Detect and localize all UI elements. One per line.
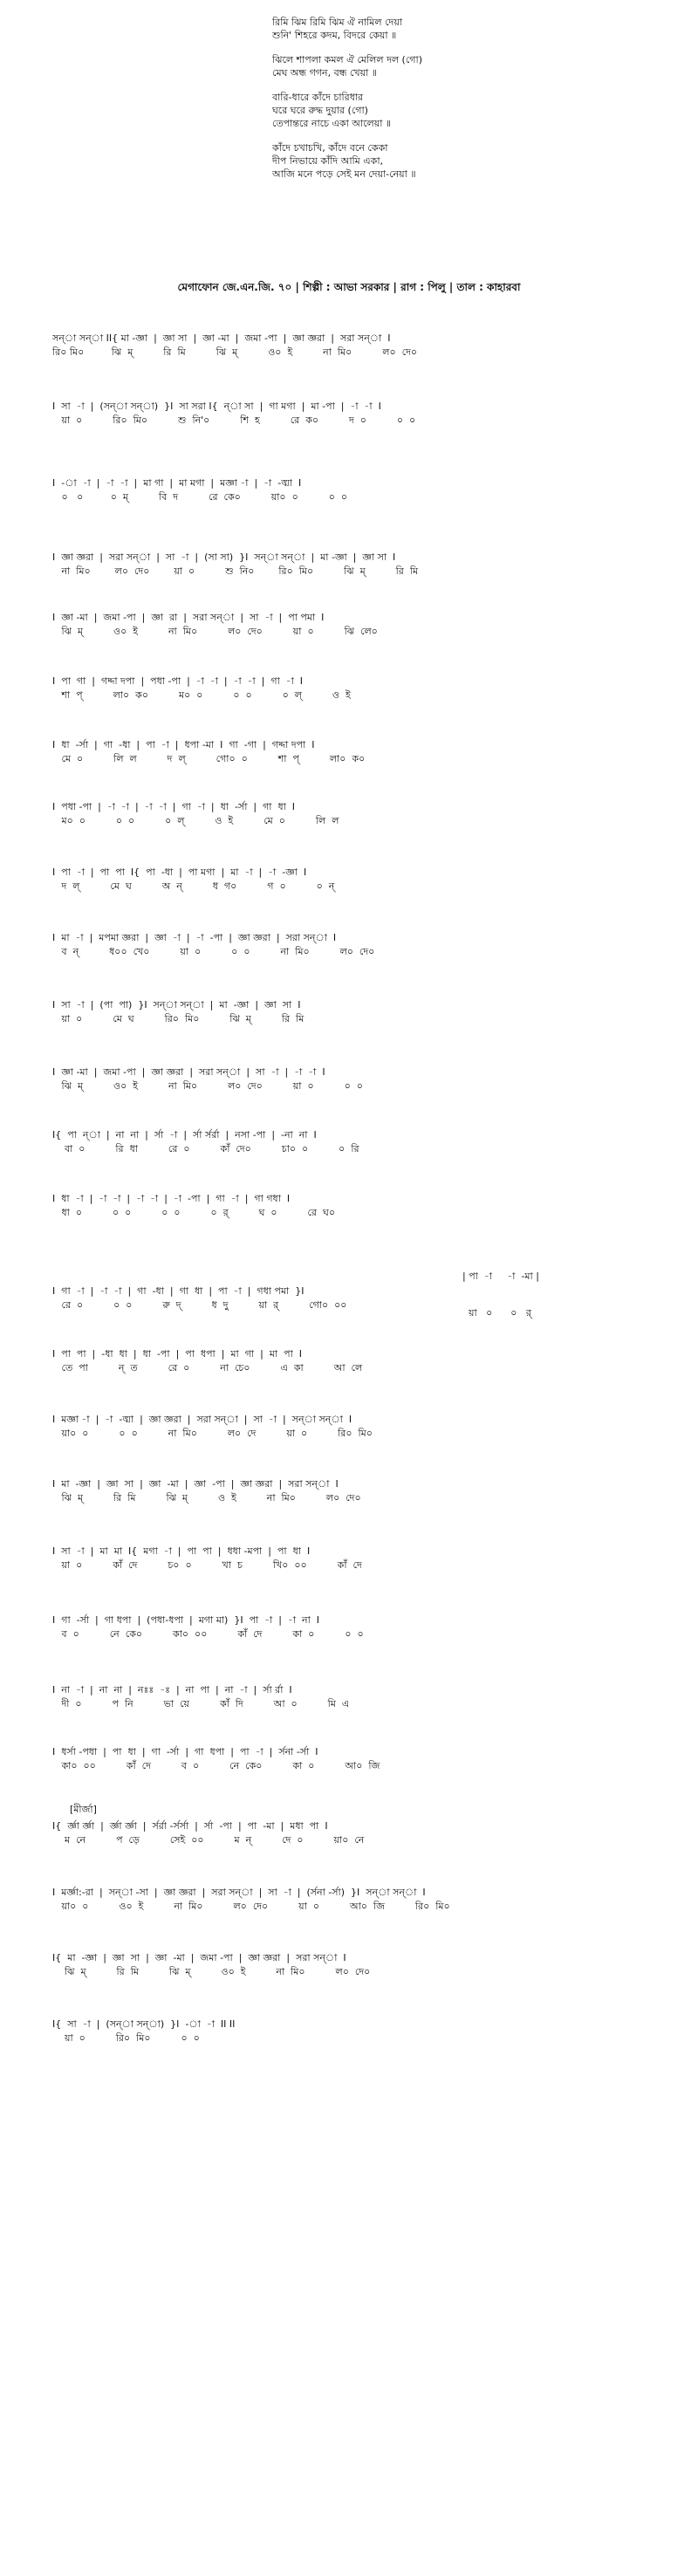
lyrics-stanza-4 [272, 141, 422, 181]
swara-row: I পা গা | গদ্দা দপা | পধা -পা | -া -া | -া -া | গা -া I [52, 675, 304, 687]
notation-block [52, 1683, 663, 1711]
notation-block [52, 866, 663, 894]
notation-block [52, 1819, 663, 1847]
notation-block [52, 1613, 663, 1641]
notation-block [52, 1065, 663, 1093]
notation-block [52, 1128, 663, 1156]
notation-block [52, 675, 663, 702]
lyric-syllable-row: দী ০ প নি ভা য়ে কাঁ দি আ ০ মি এ [52, 1698, 350, 1709]
lyric-syllable-row: মে ০ লি ল দ ল্ গো০ ০ শা প্ লা০ ক০ [52, 753, 366, 764]
swara-row: I জ্ঞা জ্ঞরা | সরা সন্া | সা -া | (সা সা) }I সন্া সন্া | মা -জ্ঞা | জ্ঞা সা I [52, 552, 396, 563]
prelude-syllables: য়া ০ ০ র্ [462, 1307, 531, 1319]
lyric-line: বারি-ধারে কাঁদে চারিধার [272, 92, 364, 103]
swara-row: সন্া সন্া II{ মা -জ্ঞা | জ্ঞা সা | জ্ঞা -মা | জমা -পা | জ্ঞা জ্ঞরা | সরা সন্া I [52, 332, 391, 344]
swara-row: I পা পা | -ধা ধা | ধা -পা | পা ধপা | মা গা | মা পা I [52, 1348, 303, 1360]
lyric-line: তেপান্তরে নাচে একা আলেয়া ॥ [272, 118, 392, 129]
lyric-syllable-row: য়া ০ রি০ মি০ ০ ০ [52, 2032, 200, 2044]
swara-row: I পা -া | পা পা I{ পা -ধা | পা মগা | মা -া | -া -জ্ঞা I [52, 867, 307, 878]
song-info-line: মেগাফোন জে.এন.জি. ৭০ | শিল্পী : আভা সরকার | রাগ : পিলু | তাল : কাহারবা [177, 281, 521, 293]
lyric-line: ঝিলে শাপলা কমল ঐ মেলিল দল (গো) [272, 54, 422, 65]
lyric-syllable-row: য়া ০ কাঁ দে চ০ ০ খা চ খি০ ০০ কাঁ দে [52, 1559, 362, 1571]
lyric-syllable-row: রি০ মি০ ঝি ম্ রি মি ঝি ম্ ও০ ই না মি০ ল০ দে০ [52, 346, 417, 358]
lyric-syllable-row: ধা ০ ০ ০ ০ ০ ০ র্ ঘ ০ রে ঘ০ [52, 1207, 336, 1218]
lyric-syllable-row: য়া০ ০ ০ ০ না মি০ ল০ দে য়া ০ রি০ মি০ [52, 1428, 373, 1439]
notation-block [52, 1545, 663, 1572]
swara-row: I মজ্ঞা -া | -া -ঙ্মা | জ্ঞা জ্ঞরা | সরা সন্া | সা -া | সন্া সন্া I [52, 1414, 352, 1425]
prelude-swara: | পা -া -া -মা | [462, 1271, 539, 1282]
lyric-syllable-row: তে পা ন্ ত রে ০ না চে০ এ কা আ লে [52, 1362, 363, 1374]
notation-block [52, 1192, 663, 1220]
swara-row: I{ র্জ্ঞা র্জ্ঞা | র্জ্ঞা র্জ্ঞা | র্সর্রা -র্সর্সা | র্সা -পা | পা -মা | মধা পা I [52, 1820, 328, 1832]
notation-block [52, 998, 663, 1026]
lyric-syllable-row: শা প্ লা০ ক০ ম০ ০ ০ ০ ০ ল্ ও ই [52, 689, 351, 701]
notation-block [52, 1413, 663, 1441]
lyric-syllable-row: ০ ০ ০ ম্ বি দ রে কে০ য়া০ ০ ০ ০ [52, 491, 347, 503]
lyric-line: শুনি' শিহরে কদম, বিদরে কেয়া ॥ [272, 30, 397, 41]
lyrics-stanza-1 [272, 16, 422, 42]
swara-row: I{ সা -া | (সন্া সন্া) }I -া -া II II [52, 2018, 236, 2030]
notation-block [52, 332, 663, 360]
lyric-syllable-row: ঝি ম্ রি মি ঝি ম্ ও০ ই না মি০ ল০ দে০ [52, 1966, 371, 1977]
lyric-syllable-row: ম নে প ড়ে সেই ০০ ম ন্ দে ০ য়া০ নে [52, 1834, 365, 1846]
lyric-line: রিমি ঝিম রিমি ঝিম ঐ নামিল দেয়া [272, 17, 403, 28]
swara-row: I ধা -া | -া -া | -া -া | -া -পা | গা -া | গা গধা I [52, 1193, 291, 1204]
swara-row: I সা -া | (সন্া সন্া) }I সা সরা I{ ন্া সা | গা মগা | মা -পা | -া -া I [52, 401, 381, 412]
swara-row: I জ্ঞা -মা | জমা -পা | জ্ঞা রা | সরা সন্া | সা -া | পা পমা I [52, 612, 325, 623]
lyric-line: আজি মনে পড়ে সেই মন দেয়া-নেয়া ॥ [272, 168, 416, 180]
swara-row: I গা -া | -া -া | গা -ধা | গা ধা | পা -া | গধা পমা }I [52, 1285, 305, 1297]
swara-row: I -া -া | -া -া | মা গা | মা মগা | মজ্ঞা -া | -া -ঙ্মা I [52, 477, 302, 489]
notation-block [52, 1477, 663, 1505]
notation-block [52, 2018, 663, 2045]
notation-block [52, 738, 663, 766]
notation-block [52, 551, 663, 579]
lyric-syllable-row: বা ০ রি ধা রে ০ কাঁ দে০ চা০ ০ ০ রি [52, 1143, 359, 1154]
lyrics-stanza-2 [272, 53, 422, 79]
lyric-syllable-row: য়া ০ রি০ মি০ শু নি'০ শি হ রে ক০ দ ০ ০ ০ [52, 414, 416, 426]
lyric-syllable-row: ঝি ম্ ও০ ই না মি০ ল০ দে০ য়া ০ ০ ০ [52, 1080, 363, 1092]
swara-row: I সা -া | মা মা I{ মগা -া | পা পা | ধধা -মপা | পা ধা I [52, 1545, 311, 1557]
section-label: [মীর্জা] [70, 1804, 97, 1815]
swara-row: I ধর্সা -পধা | পা ধা | গা -র্সা | গা ধপা | পা -া | র্সনা -র্সা I [52, 1746, 318, 1757]
lyric-line: কাঁদে চখাচখি, কাঁদে বনে কেকা [272, 142, 388, 154]
lyric-syllable-row: ব ০ নে কে০ কা০ ০০ কাঁ দে কা ০ ০ ০ [52, 1628, 364, 1640]
notation-block [52, 800, 663, 828]
swara-row: I মা -া | মপমা জ্ঞরা | জ্ঞা -া | -া -পা | জ্ঞা জ্ঞরা | সরা সন্া I [52, 932, 337, 943]
lyric-syllable-row: য়া ০ মে ঘ রি০ মি০ ঝি ম্ রি মি [52, 1013, 305, 1024]
notation-block [52, 1347, 663, 1375]
swara-row: I জ্ঞা -মা | জমা -পা | জ্ঞা জ্ঞরা | সরা সন্া | সা -া | -া -া I [52, 1066, 325, 1078]
lyrics-stanza-3 [272, 91, 422, 130]
lyric-syllable-row: ঝি ম্ রি মি ঝি ম্ ও ই না মি০ ল০ দে০ [52, 1492, 361, 1504]
notation-block [52, 931, 663, 959]
lyric-syllable-row: ব ন্ ধ০০ খে০ য়া ০ ০ ০ না মি০ ল০ দে০ [52, 946, 375, 957]
lyric-syllable-row: ম০ ০ ০ ০ ০ ল্ ও ই মে ০ লি ল [52, 815, 339, 826]
notation-block [52, 1285, 663, 1312]
notation-block [52, 400, 663, 428]
lyric-syllable-row: ঝি ম্ ও০ ই না মি০ ল০ দে০ য়া ০ ঝি লে০ [52, 626, 378, 637]
swara-row: I ধা -র্সা | গা -ধা | পা -া | ধপা -মা I গা -গা | গদ্দা দপা I [52, 739, 315, 750]
notation-block [52, 611, 663, 639]
notation-block [52, 1886, 663, 1914]
swara-row: I সা -া | (পা পা) }I সন্া সন্া | মা -জ্ঞা | জ্ঞা সা I [52, 999, 301, 1011]
swara-row: I না -া | না না | নঃঃ -ঃ | না পা | না -া | র্সা র্রা I [52, 1684, 292, 1696]
notation-block [52, 476, 663, 504]
swara-row: I{ পা ন্া | না না | র্সা -া | র্সা র্সর্রা | নসা -পা | -না না I [52, 1129, 317, 1141]
swara-row: I গা -র্সা | গা ধপা | (পধা-ধপা | মগা মা) }I পা -া | -া না I [52, 1614, 320, 1626]
swara-row: I{ মা -জ্ঞা | জ্ঞা সা | জ্ঞা -মা | জমা -পা | জ্ঞা জ্ঞরা | সরা সন্া I [52, 1952, 346, 1963]
lyric-syllable-row: য়া০ ০ ও০ ই না মি০ ল০ দে০ য়া ০ আ০ জি রি০ মি০ [52, 1901, 450, 1912]
lyric-line: মেঘ অন্ধ গগন, বন্ধ খেয়া ॥ [272, 67, 377, 79]
lyric-line: ঘরে ঘরে রুদ্ধ দুয়ার (গো) [272, 105, 368, 116]
notation-block [52, 1745, 663, 1773]
lyric-syllable-row: না মি০ ল০ দে০ য়া ০ শু নি০ রি০ মি০ ঝি ম্ রি মি [52, 565, 419, 577]
swara-row: I মা -জ্ঞা | জ্ঞা সা | জ্ঞা -মা | জ্ঞা -পা | জ্ঞা জ্ঞরা | সরা সন্া I [52, 1478, 339, 1490]
lyric-syllable-row: রে ০ ০ ০ রু দ্ ধ দু য়া র্ গো০ ০০ [52, 1299, 347, 1311]
swara-row: I মর্জ্ঞা:-রা | সন্া -সা | জ্ঞা জ্ঞরা | সরা সন্া | সা -া | (র্সনা -র্সা) }I সন্া সন্া I [52, 1887, 426, 1898]
lyric-line: দীপ নিভায়ে কাঁদি আমি একা, [272, 155, 384, 167]
notation-block [52, 1951, 663, 1979]
song-lyrics [272, 16, 422, 192]
lyric-syllable-row: দ ল্ মে ঘ অ ন্ ধ গ০ গ ০ ০ ন্ [52, 880, 335, 892]
lyric-syllable-row: কা০ ০০ কাঁ দে ব ০ নে কে০ কা ০ আ০ জি [52, 1760, 380, 1771]
swara-row: I পধা -পা | -া -া | -া -া | গা -া | ধা -র্সা | গা ধা I [52, 801, 296, 812]
